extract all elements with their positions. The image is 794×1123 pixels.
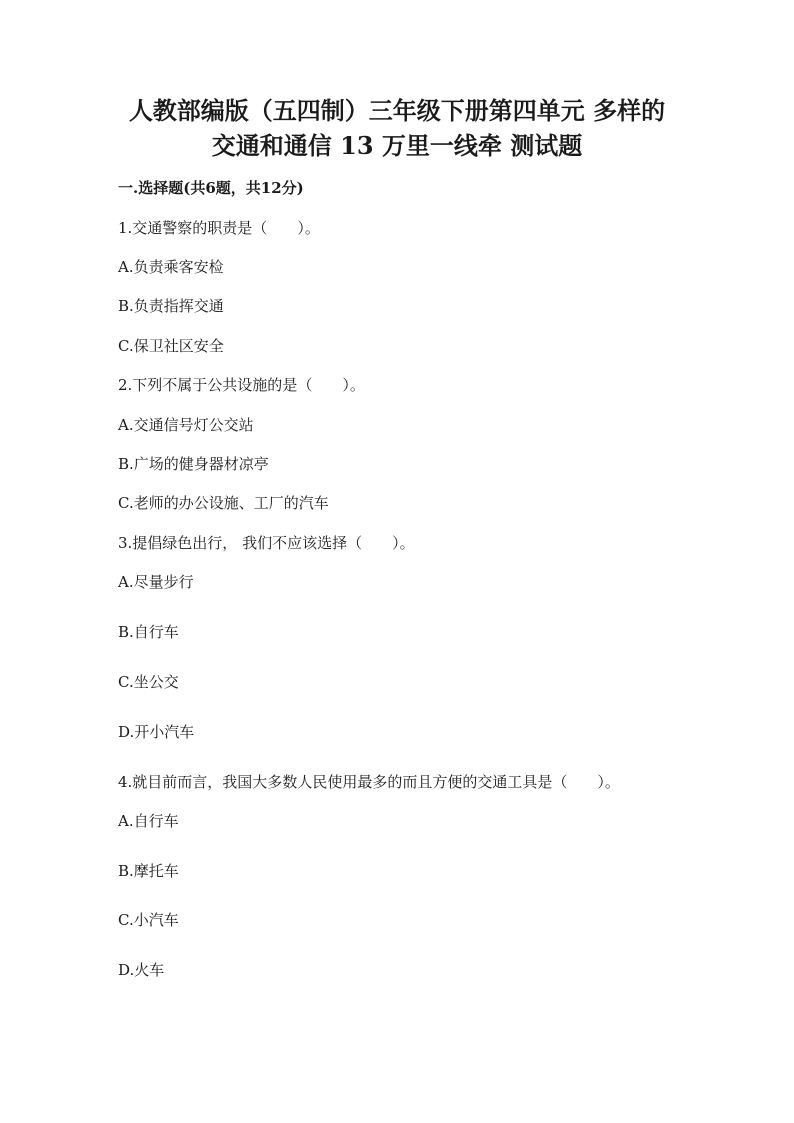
question-4-option-d: D.火车: [118, 961, 165, 979]
question-1-stem: 1.交通警察的职责是（ ）。: [118, 219, 320, 237]
question-4-option-c: C.小汽车: [118, 911, 179, 929]
document-title-line-2: 交通和通信 13 万里一线牵 测试题: [211, 131, 583, 160]
question-3-stem: 3.提倡绿色出行， 我们不应该选择（ ）。: [118, 534, 415, 552]
question-2-option-b: B.广场的健身器材凉亭: [118, 455, 269, 473]
section-heading: 一.选择题(共6题，共12分): [118, 179, 304, 197]
question-1-option-a: A.负责乘客安检: [118, 258, 224, 276]
question-3-option-c: C.坐公交: [118, 673, 179, 691]
question-2-option-a: A.交通信号灯公交站: [118, 416, 254, 434]
question-4-stem: 4.就目前而言，我国大多数人民使用最多的而且方便的交通工具是（ ）。: [118, 773, 620, 791]
question-3-option-d: D.开小汽车: [118, 723, 195, 741]
question-4-option-b: B.摩托车: [118, 862, 179, 880]
question-1-option-c: C.保卫社区安全: [118, 337, 224, 355]
document-title-line-1: 人教部编版（五四制）三年级下册第四单元 多样的: [128, 96, 666, 125]
question-4-option-a: A.自行车: [118, 812, 179, 830]
question-2-option-c: C.老师的办公设施、工厂的汽车: [118, 494, 329, 512]
question-1-option-b: B.负责指挥交通: [118, 297, 224, 315]
question-3-option-a: A.尽量步行: [118, 573, 194, 591]
question-3-option-b: B.自行车: [118, 623, 179, 641]
question-2-stem: 2.下列不属于公共设施的是（ ）。: [118, 376, 365, 394]
